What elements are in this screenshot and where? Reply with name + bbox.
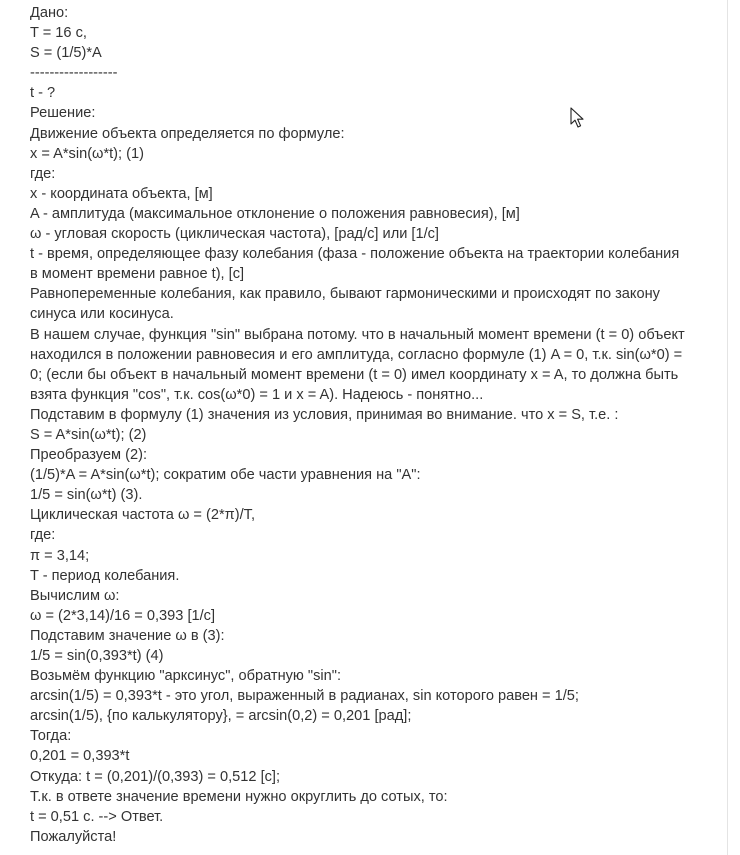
answer-line: ω = (2*3,14)/16 = 0,393 [1/c] bbox=[30, 607, 216, 624]
answer-line: 1/5 = sin(0,393*t) (4) bbox=[30, 648, 164, 664]
answer-line: t - ? bbox=[30, 85, 56, 102]
answer-line: взята функция "cos", т.к. cos(ω*0) = 1 и x = A). Надеюсь - понятно... bbox=[30, 386, 484, 403]
answer-line: находился в положении равновесия и его амплитуда, согласно формуле (1) A = 0, т.к. sin(ω*0) = bbox=[30, 346, 683, 363]
answer-line: 1/5 = sin(ω*t) (3). bbox=[30, 487, 143, 504]
answer-line: Вычислим ω: bbox=[30, 587, 120, 604]
answer-line: arcsin(1/5) = 0,393*t - это угол, выраженный в радианах, sin которого равен = 1/5; bbox=[30, 688, 579, 705]
answer-line: Откуда: t = (0,201)/(0,393) = 0,512 [c]; bbox=[30, 768, 281, 785]
answer-line: T - период колебания. bbox=[30, 567, 180, 584]
answer-line: в момент времени равное t), [c] bbox=[30, 266, 245, 283]
answer-line: Пожалуйста! bbox=[30, 828, 117, 845]
answer-line: Тогда: bbox=[30, 728, 72, 745]
answer-line: (1/5)*A = A*sin(ω*t); сократим обе части уравнения на "A": bbox=[30, 467, 421, 484]
answer-line: Преобразуем (2): bbox=[30, 447, 148, 464]
answer-text bbox=[30, 3, 720, 847]
answer-line: A - амплитуда (максимальное отклонение о положения равновесия), [м] bbox=[30, 205, 520, 222]
answer-line: S = A*sin(ω*t); (2) bbox=[30, 426, 147, 443]
answer-line: x = A*sin(ω*t); (1) bbox=[30, 145, 144, 162]
answer-line: ω - угловая скорость (циклическая частота), [рад/с] или [1/c] bbox=[30, 226, 439, 243]
answer-line: T.к. в ответе значение времени нужно округлить до сотых, то: bbox=[30, 788, 448, 805]
answer-line: Дано: bbox=[30, 5, 69, 21]
answer-line: t = 0,51 c. --> Ответ. bbox=[30, 808, 164, 825]
answer-line: Подставим значение ω в (3): bbox=[30, 627, 225, 644]
answer-line: T = 16 с, bbox=[30, 25, 87, 42]
answer-line: где: bbox=[30, 165, 56, 182]
answer-line: arcsin(1/5), {по калькулятору}, = arcsin(0,2) = 0,201 [рад]; bbox=[30, 708, 412, 725]
answer-line: π = 3,14; bbox=[30, 547, 90, 564]
answer-line: В нашем случае, функция "sin" выбрана потому. что в начальный момент времени (t = 0) объект bbox=[30, 326, 685, 343]
answer-line: где: bbox=[30, 527, 56, 544]
answer-line: ------------------ bbox=[30, 65, 118, 82]
answer-line: 0; (если бы объект в начальный момент времени (t = 0) имел координату x = A, то должна быть bbox=[30, 366, 679, 383]
answer-line: 0,201 = 0,393*t bbox=[30, 748, 130, 765]
answer-line: Циклическая частота ω = (2*π)/T, bbox=[30, 507, 255, 524]
answer-line: Возьмём функцию "арксинус", обратную "sin": bbox=[30, 668, 342, 685]
answer-line: Решение: bbox=[30, 105, 96, 122]
arrow-pointer-icon bbox=[570, 107, 584, 129]
answer-line: Движение объекта определяется по формуле: bbox=[30, 125, 345, 142]
answer-line: Подставим в формулу (1) значения из условия, принимая во внимание. что x = S, т.е. : bbox=[30, 406, 619, 423]
answer-line: t - время, определяющее фазу колебания (фаза - положение объекта на траектории колебания bbox=[30, 246, 680, 263]
answer-line: S = (1/5)*A bbox=[30, 45, 102, 62]
answer-line: Равнопеременные колебания, как правило, бывают гармоническими и происходят по закону bbox=[30, 286, 660, 303]
answer-line: синуса или косинуса. bbox=[30, 306, 174, 323]
answer-line: x - координата объекта, [м] bbox=[30, 185, 213, 202]
